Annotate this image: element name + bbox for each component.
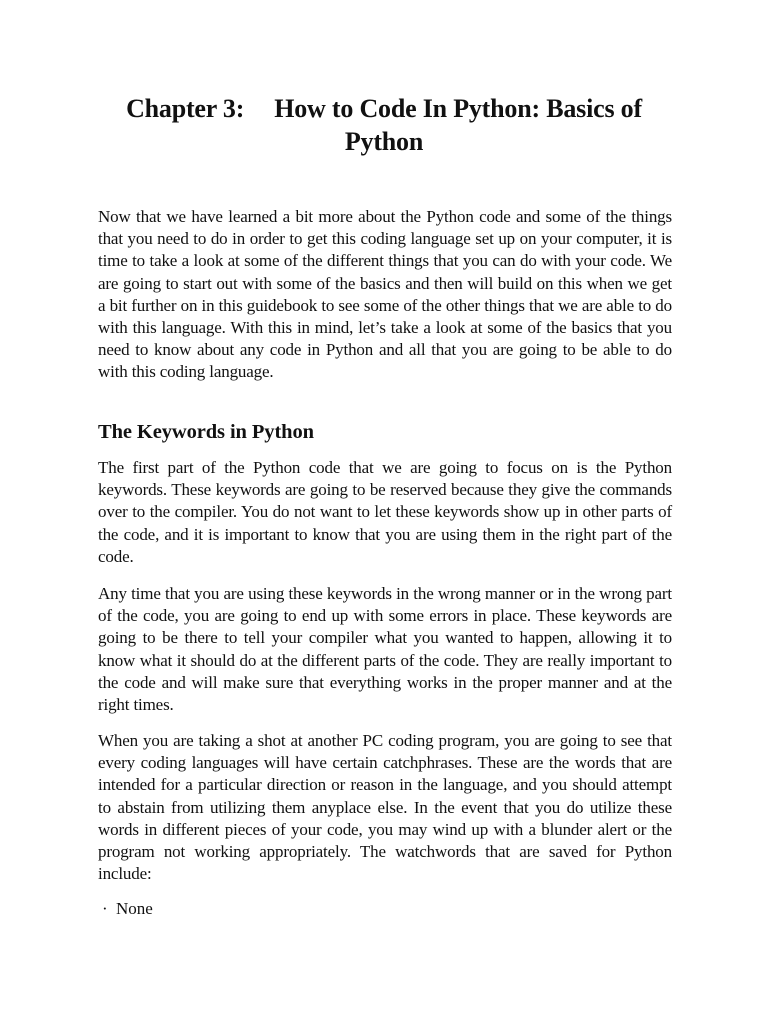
chapter-number: Chapter 3: (126, 94, 245, 123)
chapter-title (98, 92, 670, 158)
chapter-title-line2: Python (344, 127, 424, 156)
list-item-text: None (116, 899, 153, 918)
section-heading: The Keywords in Python (98, 421, 314, 443)
keywords-paragraph-3: When you are taking a shot at another PC coding program, you are going to see that every coding languages will have certain catchphrases. These are the words that are intended for a particular direction or reason in the language, and you should attempt to abstain from utilizing them anyplace else. In the event that you do utilize these words in different pieces of your code, you may wind up with a blunder alert or the program not working appropriately. The watchwords that are saved for Python include: (98, 731, 672, 884)
keywords-paragraph-1: The first part of the Python code that we are going to focus on is the Python keywords. These keywords are going to be reserved because they give the commands over to the compiler. You do not want to let these keywords show up in other parts of the code, and it is important to know that you are using them in the right part of the code. (98, 458, 672, 566)
keyword-list (102, 898, 153, 920)
bullet-dot: · (102, 899, 108, 918)
list-item (102, 898, 153, 920)
intro-paragraph: Now that we have learned a bit more about the Python code and some of the things that you need to do in order to get this coding language set up on your computer, it is time to take a look at some of the different things that you can do with your code. We are going to start out with some of the basics and then will build on this when we get a bit further on in this guidebook to see some of the other things that we are able to do with this language. With this in mind, let’s take a look at some of the basics that you need to know about any code in Python and all that you are going to be able to do with this coding language. (98, 207, 672, 382)
chapter-title-line1: How to Code In Python: Basics of (274, 94, 642, 123)
keywords-paragraph-2: Any time that you are using these keywords in the wrong manner or in the wrong part of the code, you are going to end up with some errors in place. These keywords are going to be there to tell your compiler what you wanted to happen, allowing it to know what it should do at the different parts of the code. They are really important to the code and will make sure that everything works in the proper manner and at the right times. (98, 584, 672, 715)
